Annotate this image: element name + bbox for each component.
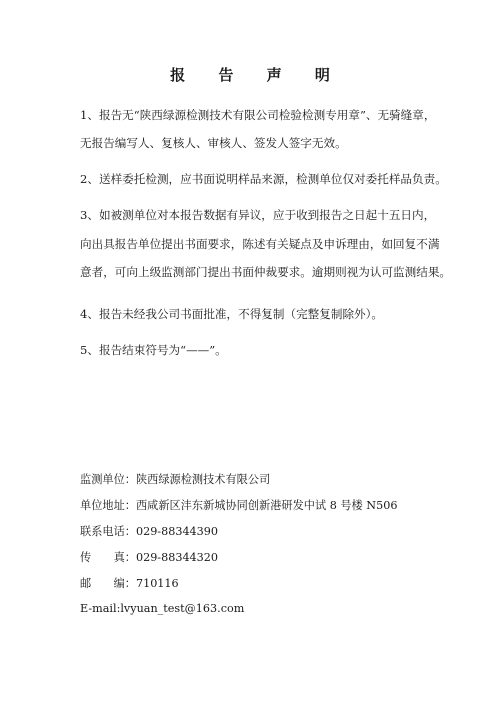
statement-2-number: 2、 xyxy=(80,172,99,186)
unit-value: 陕西绿源检测技术有限公司 xyxy=(135,473,271,486)
statement-3-line-3: 意者，可向上级监测部门提出书面仲裁要求。逾期则视为认可监测结果。 xyxy=(80,265,452,279)
statement-2-line-1: 2、送样委托检测，应书面说明样品来源，检测单位仅对委托样品负责。 xyxy=(80,172,447,186)
phone-value: 029-88344390 xyxy=(135,525,219,538)
contact-unit xyxy=(80,472,270,488)
fax-label: 传 真： xyxy=(80,551,136,564)
contact-phone xyxy=(80,524,218,540)
unit-label: 监测单位： xyxy=(80,473,136,486)
statement-3-number: 3、 xyxy=(80,208,99,222)
fax-value: 029-88344320 xyxy=(135,551,219,564)
statement-4-number: 4、 xyxy=(80,307,99,321)
statement-3-line-1: 3、如被测单位对本报告数据有异议，应于收到报告之日起十五日内， xyxy=(80,208,436,222)
statement-1-number: 1、 xyxy=(80,108,99,122)
phone-label: 联系电话： xyxy=(80,525,136,538)
statement-4-line-1: 4、报告未经我公司书面批准，不得复制（完整复制除外）。 xyxy=(80,307,384,321)
address-label: 单位地址： xyxy=(80,499,136,512)
statement-1-line-2: 无报告编写人、复核人、审核人、签发人签字无效。 xyxy=(80,136,347,150)
contact-address xyxy=(80,498,397,514)
contact-postcode xyxy=(80,576,179,592)
statement-1-line-1: 1、报告无“陕西绿源检测技术有限公司检验检测专用章”、无骑缝章， xyxy=(80,108,436,122)
address-value: 西咸新区沣东新城协同创新港研发中试 8 号楼 N506 xyxy=(135,499,398,512)
postcode-label: 邮 编： xyxy=(80,577,136,590)
statement-5-line-1: 5、报告结束符号为“——”。 xyxy=(80,343,227,357)
email-value: lvyuan_test@163.com xyxy=(120,602,245,615)
statement-3-line-2: 向出具报告单位提出书面要求，陈述有关疑点及申诉理由，如回复不满 xyxy=(80,237,440,251)
statement-5-number: 5、 xyxy=(80,343,99,357)
email-label: E-mail: xyxy=(80,602,121,615)
contact-email xyxy=(80,601,244,617)
contact-fax xyxy=(80,550,218,566)
postcode-value: 710116 xyxy=(135,577,179,590)
page-title: 报 告 声 明 xyxy=(170,66,344,84)
